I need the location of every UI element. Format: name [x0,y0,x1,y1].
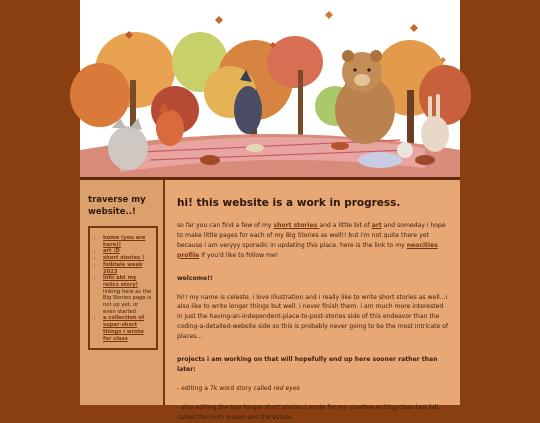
neocities-profile-link[interactable]: neocities profile [177,241,438,259]
nav-link-home[interactable]: home (you are here)! [103,235,146,248]
sidebar-item-art [103,248,152,255]
sidebar-item-super-short-things [103,315,152,342]
intro-paragraph: so far you can find a few of my short stories and a little bit of art and someday i hope to make little pages for each of my Big Stories as well!! but i'm not quite there yet because i am veryyy sporadic in updating this place. here is the link to my neocities profile if you'd like to follow me! [177,222,446,259]
about-paragraph: hi!! my name is celeste. i love illustration and i really like to write short stories as well...i also like to write longer things but well. i never finish them. i am much more interested in just the having-an-independent-place-to-post-stories side of this endeavor than the coding-a-detailed-website side so this is probably never going to be the most intricate of places... [177,293,449,341]
woodland-picnic-illustration [80,0,460,177]
sidebar-item-relics-story [103,275,152,315]
page-title: hi! this website is a work in progress. [177,197,401,209]
nav-item-note: linking here as the Big Stories page is not up yet, or even started [103,288,152,315]
sidebar-item-short-stories [103,255,152,262]
project-item: - editing a 7k word story called red eyes [177,384,300,392]
project-item: - also editing the two longer short stories i wrote for my creative writing class last fall, called the birch queen and the estate [177,403,441,421]
banner-illustration [80,0,460,177]
nav-link-short-stories[interactable]: short stories ! [103,255,145,262]
sidebar-item-home [103,235,152,248]
nav-link-super-short-things[interactable]: a collection of super-short things i wrote for class [103,315,145,342]
sidebar-nav [88,226,158,350]
sidebar [80,180,165,405]
nav-link-relics-story[interactable]: info abt my relics story! [103,275,139,288]
sidebar-item-folktale-week [103,262,152,275]
welcome-heading: welcome!! [177,274,213,282]
nav-link-art[interactable]: art :D [103,248,120,255]
sidebar-title: traverse my website..! [88,195,146,217]
short-stories-link[interactable]: short stories [273,222,320,229]
main-content [165,180,460,421]
projects-heading: projects i am working on that will hopefully end up here sooner rather than later: [177,356,438,373]
art-link[interactable]: art [371,222,382,229]
nav-link-folktale-week[interactable]: folktale week 2023 [103,261,143,275]
